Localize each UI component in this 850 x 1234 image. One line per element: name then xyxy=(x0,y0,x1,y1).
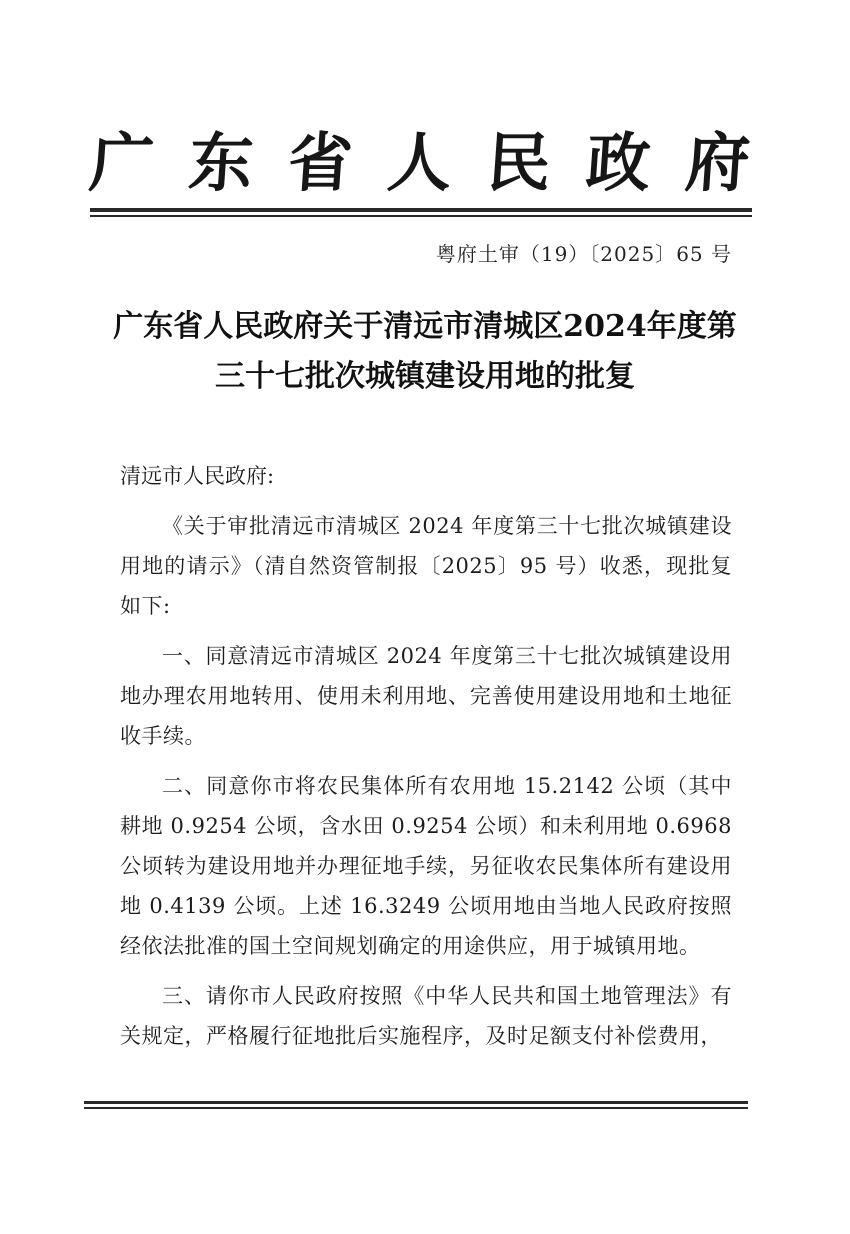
document-number: 粤府土审（19）〔2025〕65 号 xyxy=(435,242,732,266)
header-char: 民 xyxy=(484,127,554,201)
header-char: 人 xyxy=(384,127,455,201)
header-char: 省 xyxy=(285,127,355,201)
body-paragraph: 《关于审批清远市清城区 2024 年度第三十七批次城镇建设用地的请示》（清自然资管制报〔2025〕95 号）收悉，现批复如下: xyxy=(120,514,732,618)
document-title-line-1: 广东省人民政府关于清远市清城区2024年度第 xyxy=(113,309,737,344)
header-divider-thick xyxy=(90,208,752,212)
header-char: 广 xyxy=(86,127,157,201)
issuing-authority-header xyxy=(86,118,753,201)
salutation: 清远市人民政府: xyxy=(120,464,275,488)
header-char: 政 xyxy=(583,127,653,201)
document-body xyxy=(120,506,732,1066)
document-title-line-2: 三十七批次城镇建设用地的批复 xyxy=(215,359,635,394)
header-char: 东 xyxy=(186,127,256,201)
document-title xyxy=(90,302,760,402)
body-paragraph: 一、同意清远市清城区 2024 年度第三十七批次城镇建设用地办理农用地转用、使用未利用地、完善使用建设用地和土地征收手续。 xyxy=(120,644,732,748)
header-char: 府 xyxy=(682,127,753,201)
body-paragraph: 二、同意你市将农民集体所有农用地 15.2142 公顷（其中耕地 0.9254 公顷，含水田 0.9254 公顷）和未利用地 0.6968 公顷转为建设用地并办理征地手续，另征收农民集体所有建设用地 0.4139 公顷。上述 16.3249 公顷用地由当地人民政府按照经依法批准的国土空间规划确定的用途供应，用于城镇用地。 xyxy=(120,774,732,958)
body-paragraph: 三、请你市人民政府按照《中华人民共和国土地管理法》有关规定，严格履行征地批后实施程序，及时足额支付补偿费用， xyxy=(120,984,732,1048)
header-divider-thin xyxy=(90,215,752,217)
footer-divider-thin xyxy=(84,1107,748,1109)
footer-divider-thick xyxy=(84,1101,748,1104)
